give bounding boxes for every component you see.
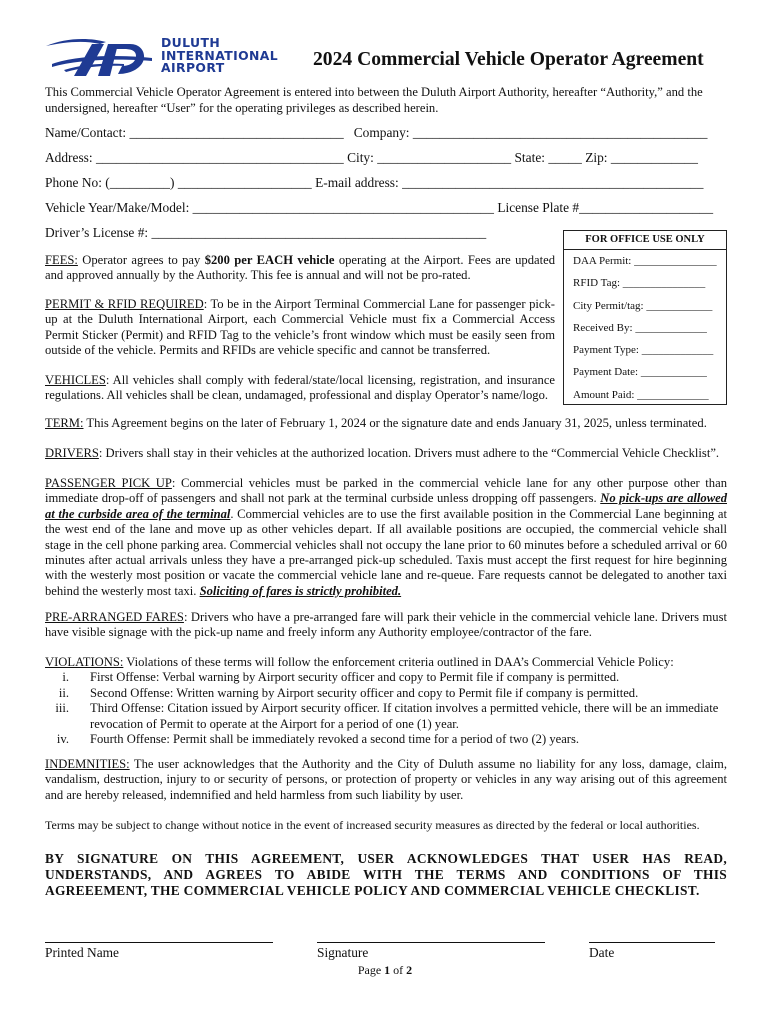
printed-name-line[interactable] bbox=[45, 942, 273, 943]
drivers-license-blank[interactable]: __________________________________________________ bbox=[151, 225, 487, 240]
logo-line-international: INTERNATIONAL bbox=[161, 47, 279, 63]
acknowledgement-statement: BY SIGNATURE ON THIS AGREEMENT, USER ACKNOWLEDGES THAT USER HAS READ, UNDERSTANDS, AND AGREES TO ABIDE WITH THE TERMS AND CONDITIONS OF THIS AGREEEMENT, THE COMMERCIAL VEHICLE POLICY AND COMMERCIAL VEHICLE CHECKLIST. bbox=[45, 851, 727, 898]
vehicle-label: Vehicle Year/Make/Model: bbox=[45, 200, 190, 215]
name-company-row bbox=[45, 125, 735, 141]
office-rfid-tag[interactable]: RFID Tag: _______________ bbox=[573, 277, 706, 290]
address-row bbox=[45, 150, 735, 166]
list-item bbox=[45, 686, 735, 701]
email-blank[interactable]: _____________________________________________ bbox=[402, 175, 704, 190]
fees-section bbox=[45, 253, 555, 284]
indemnities-heading: INDEMNITIES: bbox=[45, 757, 130, 771]
vehicle-plate-row bbox=[45, 200, 735, 216]
list-number: i. bbox=[62, 670, 69, 685]
terms-change-note: Terms may be subject to change without notice in the event of increased security measures as directed by the federal or local authorities. bbox=[45, 818, 700, 832]
list-text: Third Offense: Citation issued by Airport security officer. If citation involves a permitted vehicle, there will be an immediate revocation of Permit to operate at the Airport for a period of one (1) year. bbox=[90, 701, 719, 731]
list-text: Second Offense: Written warning by Airport security officer and copy to Permit file if company is permitted. bbox=[90, 685, 639, 700]
permit-heading: PERMIT & RFID REQUIRED bbox=[45, 297, 204, 311]
office-payment-date[interactable]: Payment Date: ____________ bbox=[573, 366, 707, 379]
page-prefix: Page bbox=[357, 963, 385, 977]
list-number: iii. bbox=[55, 701, 69, 716]
office-item-label: Amount Paid: bbox=[573, 388, 635, 401]
drivers-license-label: Driver’s License #: bbox=[45, 225, 149, 240]
phone-number-blank[interactable]: ____________________ bbox=[177, 175, 312, 190]
passenger-text-2: . Commercial vehicles are to use the first available position in the Commercial Lane beginning at the west end of the lane and move up as other vehicles depart. If all available positions are occupied, the commercial vehicle shall stage in the cell phone parking area. Commercial vehicles shall not occupy the lane prior to 60 minutes before a scheduled arrival or 60 minutes after actual arrivals unless they have a pre-arranged pick-up scheduled. Taxis must accept the first request for hire beginning with the westerly most position or vacate the commercial vehicle lane and re-queue. Fare requests cannot be delegated to another taxi behind the westerly most taxi. bbox=[45, 506, 727, 598]
permit-text: : To be in the Airport Terminal Commercial Lane for passenger pick-up at the Duluth International Airport, each Commercial Vehicle must fix a Commercial Access Permit Sticker (Permit) and RFID Tag to the vehicle’s front window which must be easily seen from outside of the vehicle. Permits and RFIDs are vehicle specific and cannot be transferred. bbox=[45, 297, 555, 358]
zip-label: Zip: bbox=[585, 150, 608, 165]
office-item-label: Received By: bbox=[573, 321, 633, 334]
email-label: E-mail address: bbox=[315, 175, 399, 190]
passenger-text: : Commercial vehicles must be parked in the commercial vehicle lane for any other purpose other than immediate drop-off of passengers and shall not park at the terminal curbside unless dropping off passengers. bbox=[45, 476, 727, 506]
prearranged-fares-section bbox=[45, 610, 727, 641]
license-plate-blank[interactable]: ____________________ bbox=[579, 200, 714, 215]
list-number: iv. bbox=[56, 732, 69, 747]
office-daa-permit[interactable]: DAA Permit: _______________ bbox=[573, 255, 717, 267]
term-section bbox=[45, 416, 727, 431]
state-blank[interactable]: _____ bbox=[548, 150, 582, 165]
fees-text: Operator agrees to pay bbox=[77, 253, 205, 267]
violations-section bbox=[45, 655, 735, 747]
drivers-text: : Drivers shall stay in their vehicles at the authorized location. Drivers must adhere to the “Commercial Vehicle Checklist”. bbox=[98, 446, 720, 460]
airport-logo-mark-icon bbox=[44, 36, 156, 78]
office-payment-type[interactable]: Payment Type: _____________ bbox=[573, 344, 714, 357]
vehicles-text: : All vehicles shall comply with federal/state/local licensing, registration, and insurance regulations. All vehicles shall be clean, undamaged, professional and display Operator’s name/logo. bbox=[45, 373, 555, 403]
fees-heading: FEES: bbox=[45, 253, 78, 267]
soliciting-prohibited-notice: Soliciting of fares is strictly prohibited. bbox=[199, 583, 402, 598]
prearranged-text: : Drivers who have a pre-arranged fare will park their vehicle in the commercial vehicle lane. Drivers must have visible signage with the pick-up name and freely inform any Authority employee/contractor of the fare. bbox=[45, 610, 727, 640]
logo-wordmark bbox=[161, 37, 278, 75]
fees-text-2: operating at the Airport. Fees are updated and approved annually by the Authority. This fee is annual and will not be pro-rated. bbox=[45, 253, 555, 283]
violations-heading: VIOLATIONS: bbox=[45, 655, 124, 669]
office-item-label: Payment Date: bbox=[573, 366, 639, 379]
company-blank[interactable]: ____________________________________________ bbox=[412, 125, 708, 140]
no-curbside-pickup-notice: No pick-ups are allowed at the curbside area of the terminal bbox=[45, 491, 727, 521]
page-current: 1 bbox=[384, 963, 391, 977]
phone-paren: ) bbox=[169, 175, 175, 190]
office-city-permit[interactable]: City Permit/tag: ____________ bbox=[573, 299, 713, 312]
fees-amount: $200 per EACH vehicle bbox=[204, 253, 335, 267]
term-heading: TERM: bbox=[45, 416, 84, 430]
office-item-label: City Permit/tag: bbox=[573, 299, 644, 312]
violations-text: Violations of these terms will follow the enforcement criteria outlined in DAA’s Commercial Vehicle Policy: bbox=[123, 655, 674, 669]
zip-blank[interactable]: _____________ bbox=[610, 150, 698, 165]
city-blank[interactable]: ____________________ bbox=[377, 150, 512, 165]
indemnities-section bbox=[45, 757, 727, 803]
page-number bbox=[0, 963, 770, 978]
signature-label: Signature bbox=[317, 945, 369, 960]
permit-section bbox=[45, 297, 555, 359]
list-item bbox=[45, 670, 735, 685]
duluth-airport-logo bbox=[44, 36, 298, 80]
drivers-section bbox=[45, 446, 727, 461]
license-plate-label: License Plate # bbox=[497, 200, 580, 215]
office-use-title: FOR OFFICE USE ONLY bbox=[564, 231, 726, 250]
list-text: Fourth Offense: Permit shall be immediately revoked a second time for a period of two (2) years. bbox=[90, 732, 580, 747]
list-item bbox=[45, 701, 735, 732]
company-label: Company: bbox=[353, 125, 410, 140]
drivers-heading: DRIVERS bbox=[45, 446, 99, 460]
printed-name-label: Printed Name bbox=[45, 945, 120, 960]
date-line[interactable] bbox=[589, 942, 715, 943]
office-item-label: RFID Tag: bbox=[573, 277, 621, 290]
list-number: ii. bbox=[58, 685, 69, 700]
signature-line[interactable] bbox=[317, 942, 545, 943]
passenger-pickup-heading: PASSENGER PICK UP bbox=[45, 476, 172, 490]
office-received-by[interactable]: Received By: _____________ bbox=[573, 321, 707, 334]
name-contact-blank[interactable]: ________________________________ bbox=[129, 125, 344, 140]
city-label: City: bbox=[347, 150, 374, 165]
name-contact-label: Name/Contact: bbox=[45, 125, 127, 140]
vehicles-heading: VEHICLES bbox=[45, 373, 106, 387]
phone-area-blank[interactable]: _________ bbox=[109, 175, 170, 190]
office-item-label: Payment Type: bbox=[573, 344, 639, 357]
logo-line-duluth: DULUTH bbox=[161, 35, 221, 50]
vehicle-blank[interactable]: _____________________________________________ bbox=[192, 200, 494, 215]
office-item-label: DAA Permit: bbox=[573, 255, 632, 267]
phone-label: Phone No: ( bbox=[45, 175, 110, 190]
address-blank[interactable]: _____________________________________ bbox=[95, 150, 344, 165]
state-label: State: bbox=[514, 150, 545, 165]
phone-email-row bbox=[45, 175, 735, 191]
page-total: 2 bbox=[406, 963, 413, 977]
indemnities-text: The user acknowledges that the Authority and the City of Duluth assume no liability for any loss, damage, claim, vandalism, destruction, injury to or security of persons, or protection of property or vehicles in any way arising out of this agreement and are hereby released, indemnified and held harmless from such liability by user. bbox=[45, 757, 727, 802]
list-text: First Offense: Verbal warning by Airport security officer and copy to Permit file if company is permitted. bbox=[90, 670, 620, 685]
page-of: of bbox=[390, 963, 407, 977]
term-text: This Agreement begins on the later of February 1, 2024 or the signature date and ends January 31, 2025, unless terminated. bbox=[83, 416, 707, 430]
passenger-pickup-section bbox=[45, 476, 727, 599]
office-use-box bbox=[563, 230, 727, 405]
logo-line-airport: AIRPORT bbox=[161, 60, 225, 75]
office-amount-paid[interactable]: Amount Paid: _____________ bbox=[573, 388, 709, 401]
list-item bbox=[45, 732, 735, 747]
date-label: Date bbox=[589, 945, 615, 960]
address-label: Address: bbox=[45, 150, 93, 165]
prearranged-heading: PRE-ARRANGED FARES bbox=[45, 610, 184, 624]
vehicles-section bbox=[45, 373, 555, 404]
intro-paragraph: This Commercial Vehicle Operator Agreement is entered into between the Duluth Airport Authority, hereafter “Authority,” and the undersigned, hereafter “User” for the operating privileges as described herein. bbox=[45, 85, 703, 115]
document-title: 2024 Commercial Vehicle Operator Agreement bbox=[313, 49, 704, 70]
